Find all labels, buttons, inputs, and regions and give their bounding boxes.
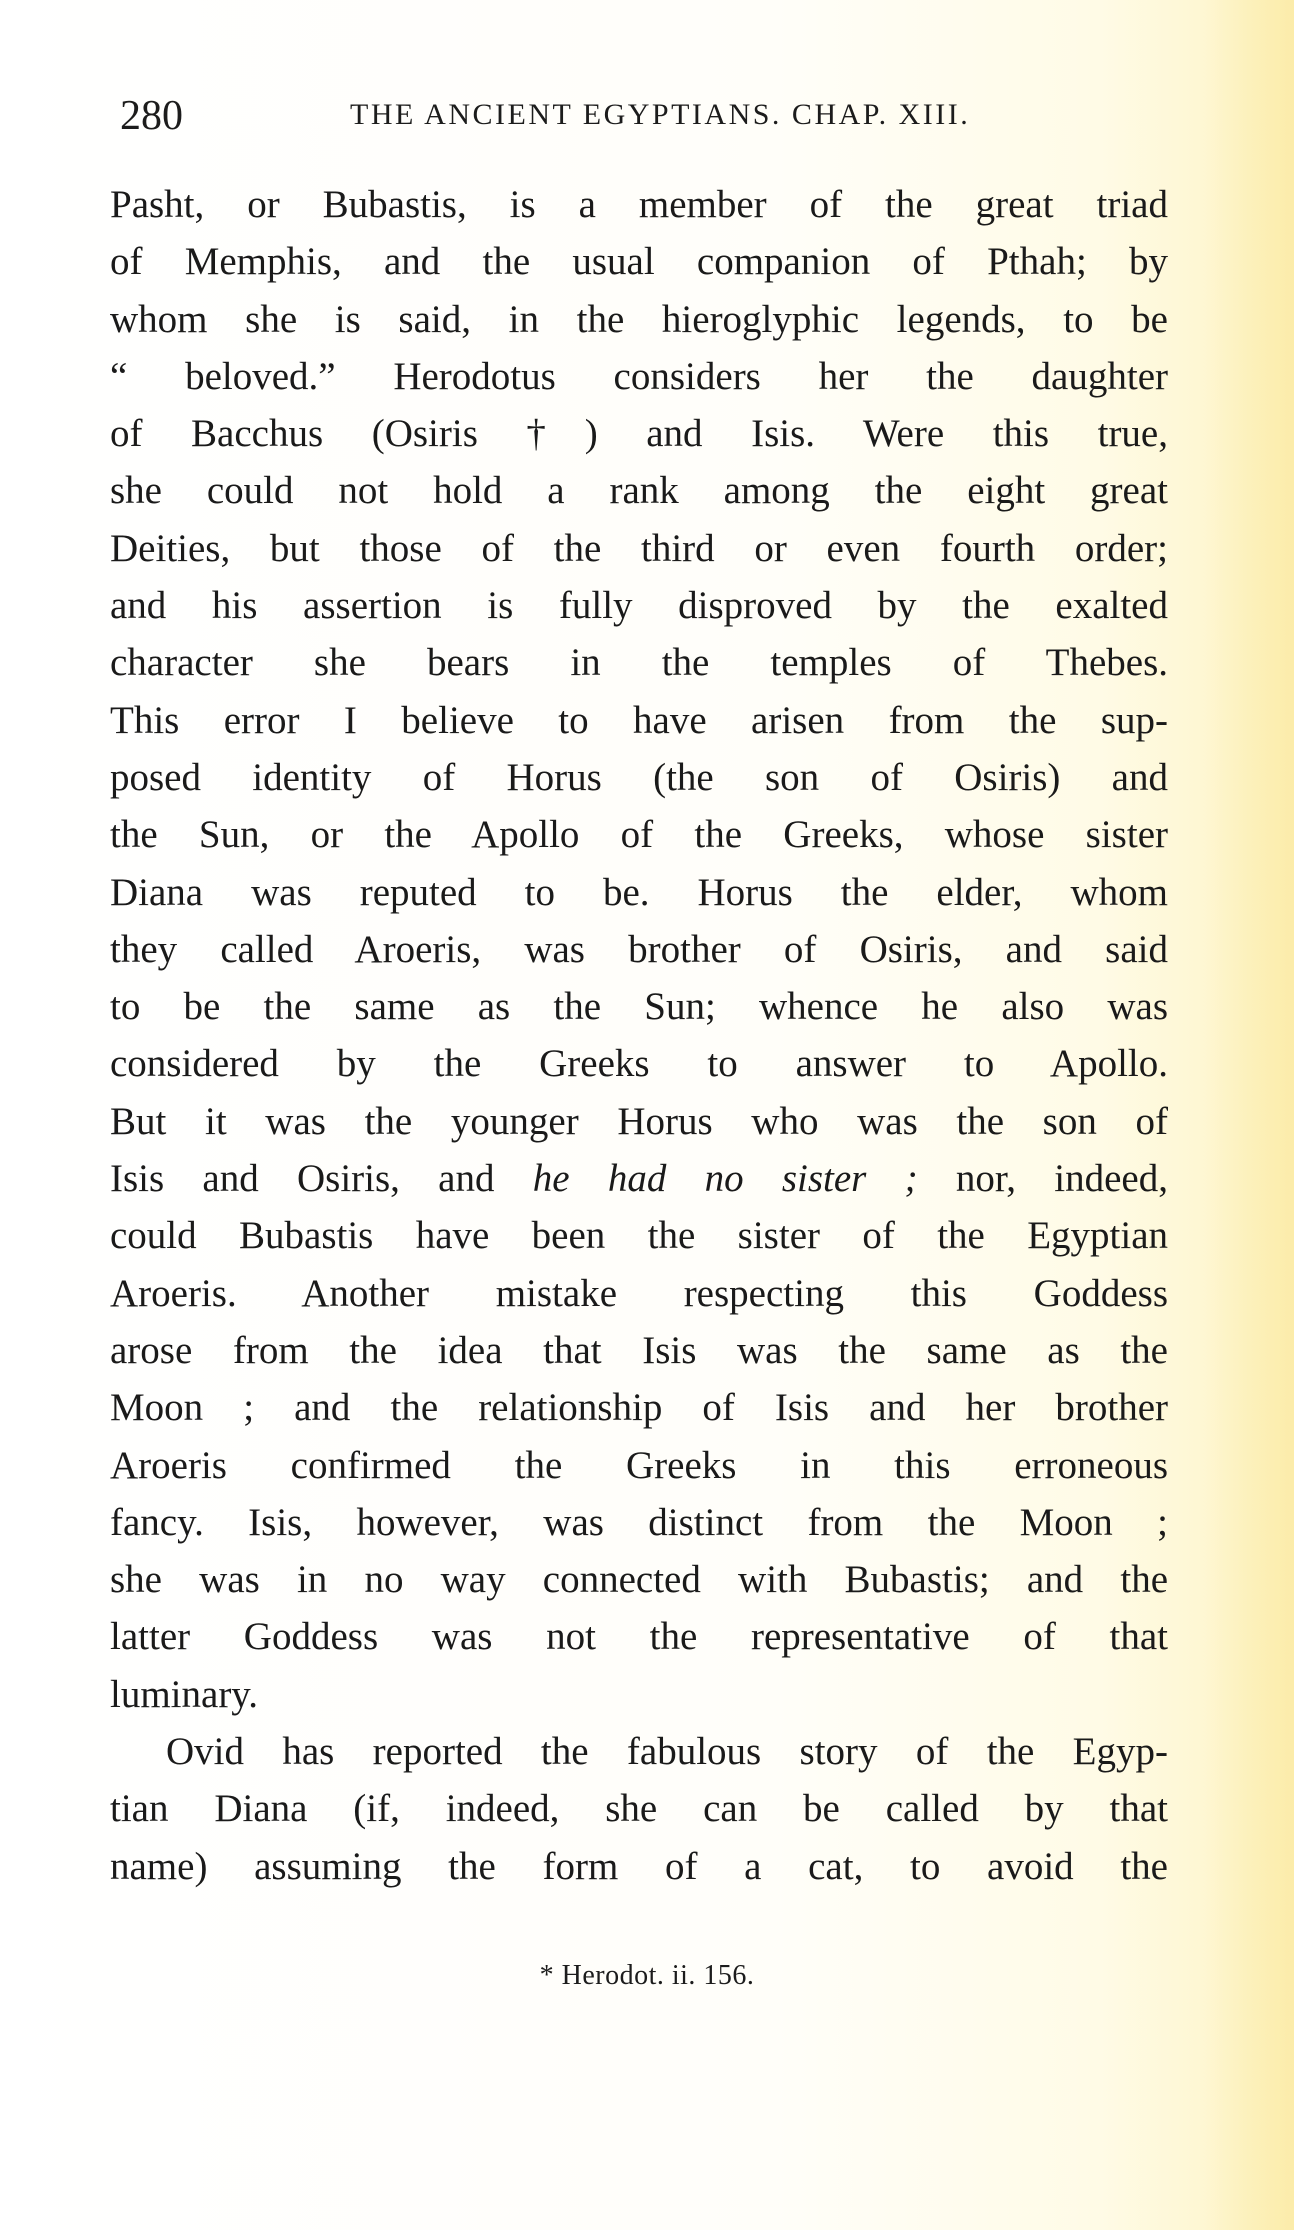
- text-line: This error I believe to have arisen from the sup-: [110, 698, 1168, 742]
- page-number: 280: [120, 93, 183, 139]
- text-line: character she bears in the temples of Thebes.: [110, 641, 1168, 685]
- text-line: of Memphis, and the usual companion of Pthah; by: [110, 240, 1168, 284]
- text-line: fancy. Isis, however, was distinct from the Moon ;: [110, 1500, 1168, 1544]
- text-line: Diana was reputed to be. Horus the elder, whom: [110, 870, 1168, 914]
- text-line: arose from the idea that Isis was the same as the: [110, 1328, 1168, 1372]
- text-line: Aroeris confirmed the Greeks in this erroneous: [110, 1443, 1168, 1487]
- text-line: Aroeris. Another mistake respecting this Goddess: [110, 1271, 1168, 1315]
- text-line: Deities, but those of the third or even fourth order;: [110, 526, 1168, 570]
- text-line: posed identity of Horus (the son of Osiris) and: [110, 755, 1168, 799]
- text-line: she could not hold a rank among the eight great: [110, 469, 1168, 513]
- text-line: name) assuming the form of a cat, to avoid the: [110, 1844, 1168, 1888]
- text-line: Pasht, or Bubastis, is a member of the great triad: [110, 183, 1168, 226]
- paragraph-start-line: Ovid has reported the fabulous story of the Egyp-: [166, 1730, 1168, 1774]
- page-edge-tint: [1204, 0, 1294, 2230]
- text-line: could Bubastis have been the sister of the Egyptian: [110, 1214, 1168, 1258]
- text-line: to be the same as the Sun; whence he also was: [110, 985, 1168, 1029]
- italic-phrase: he had no sister ;: [532, 1157, 918, 1201]
- running-head: THE ANCIENT EGYPTIANS. CHAP. XIII.: [350, 98, 971, 131]
- text-line: tian Diana (if, indeed, she can be called by that: [110, 1787, 1168, 1831]
- page-header: [120, 92, 1170, 142]
- text-line: But it was the younger Horus who was the son of: [110, 1099, 1168, 1143]
- text-fragment: nor, indeed,: [917, 1157, 1168, 1201]
- text-fragment: Isis and Osiris, and: [110, 1157, 533, 1201]
- text-line: they called Aroeris, was brother of Osiris, and said: [110, 927, 1168, 971]
- text-line: of Bacchus (Osiris †) and Isis. Were this true,: [110, 412, 1168, 456]
- text-line: whom she is said, in the hieroglyphic legends, to be: [110, 297, 1168, 341]
- footnote: * Herodot. ii. 156.: [539, 1960, 755, 1991]
- paragraph-end-line: luminary.: [110, 1672, 259, 1716]
- text-line: she was in no way connected with Bubastis; and the: [110, 1558, 1168, 1602]
- text-line: the Sun, or the Apollo of the Greeks, whose sister: [110, 813, 1168, 857]
- text-line-with-italic: [110, 1150, 1168, 1207]
- text-line: considered by the Greeks to answer to Apollo.: [110, 1042, 1168, 1086]
- text-line: and his assertion is fully disproved by the exalted: [110, 584, 1168, 628]
- body-text: [110, 176, 1168, 1895]
- text-line: Moon ; and the relationship of Isis and her brother: [110, 1386, 1168, 1430]
- text-line: latter Goddess was not the representative of that: [110, 1615, 1168, 1659]
- text-line: “ beloved.” Herodotus considers her the daughter: [110, 354, 1168, 398]
